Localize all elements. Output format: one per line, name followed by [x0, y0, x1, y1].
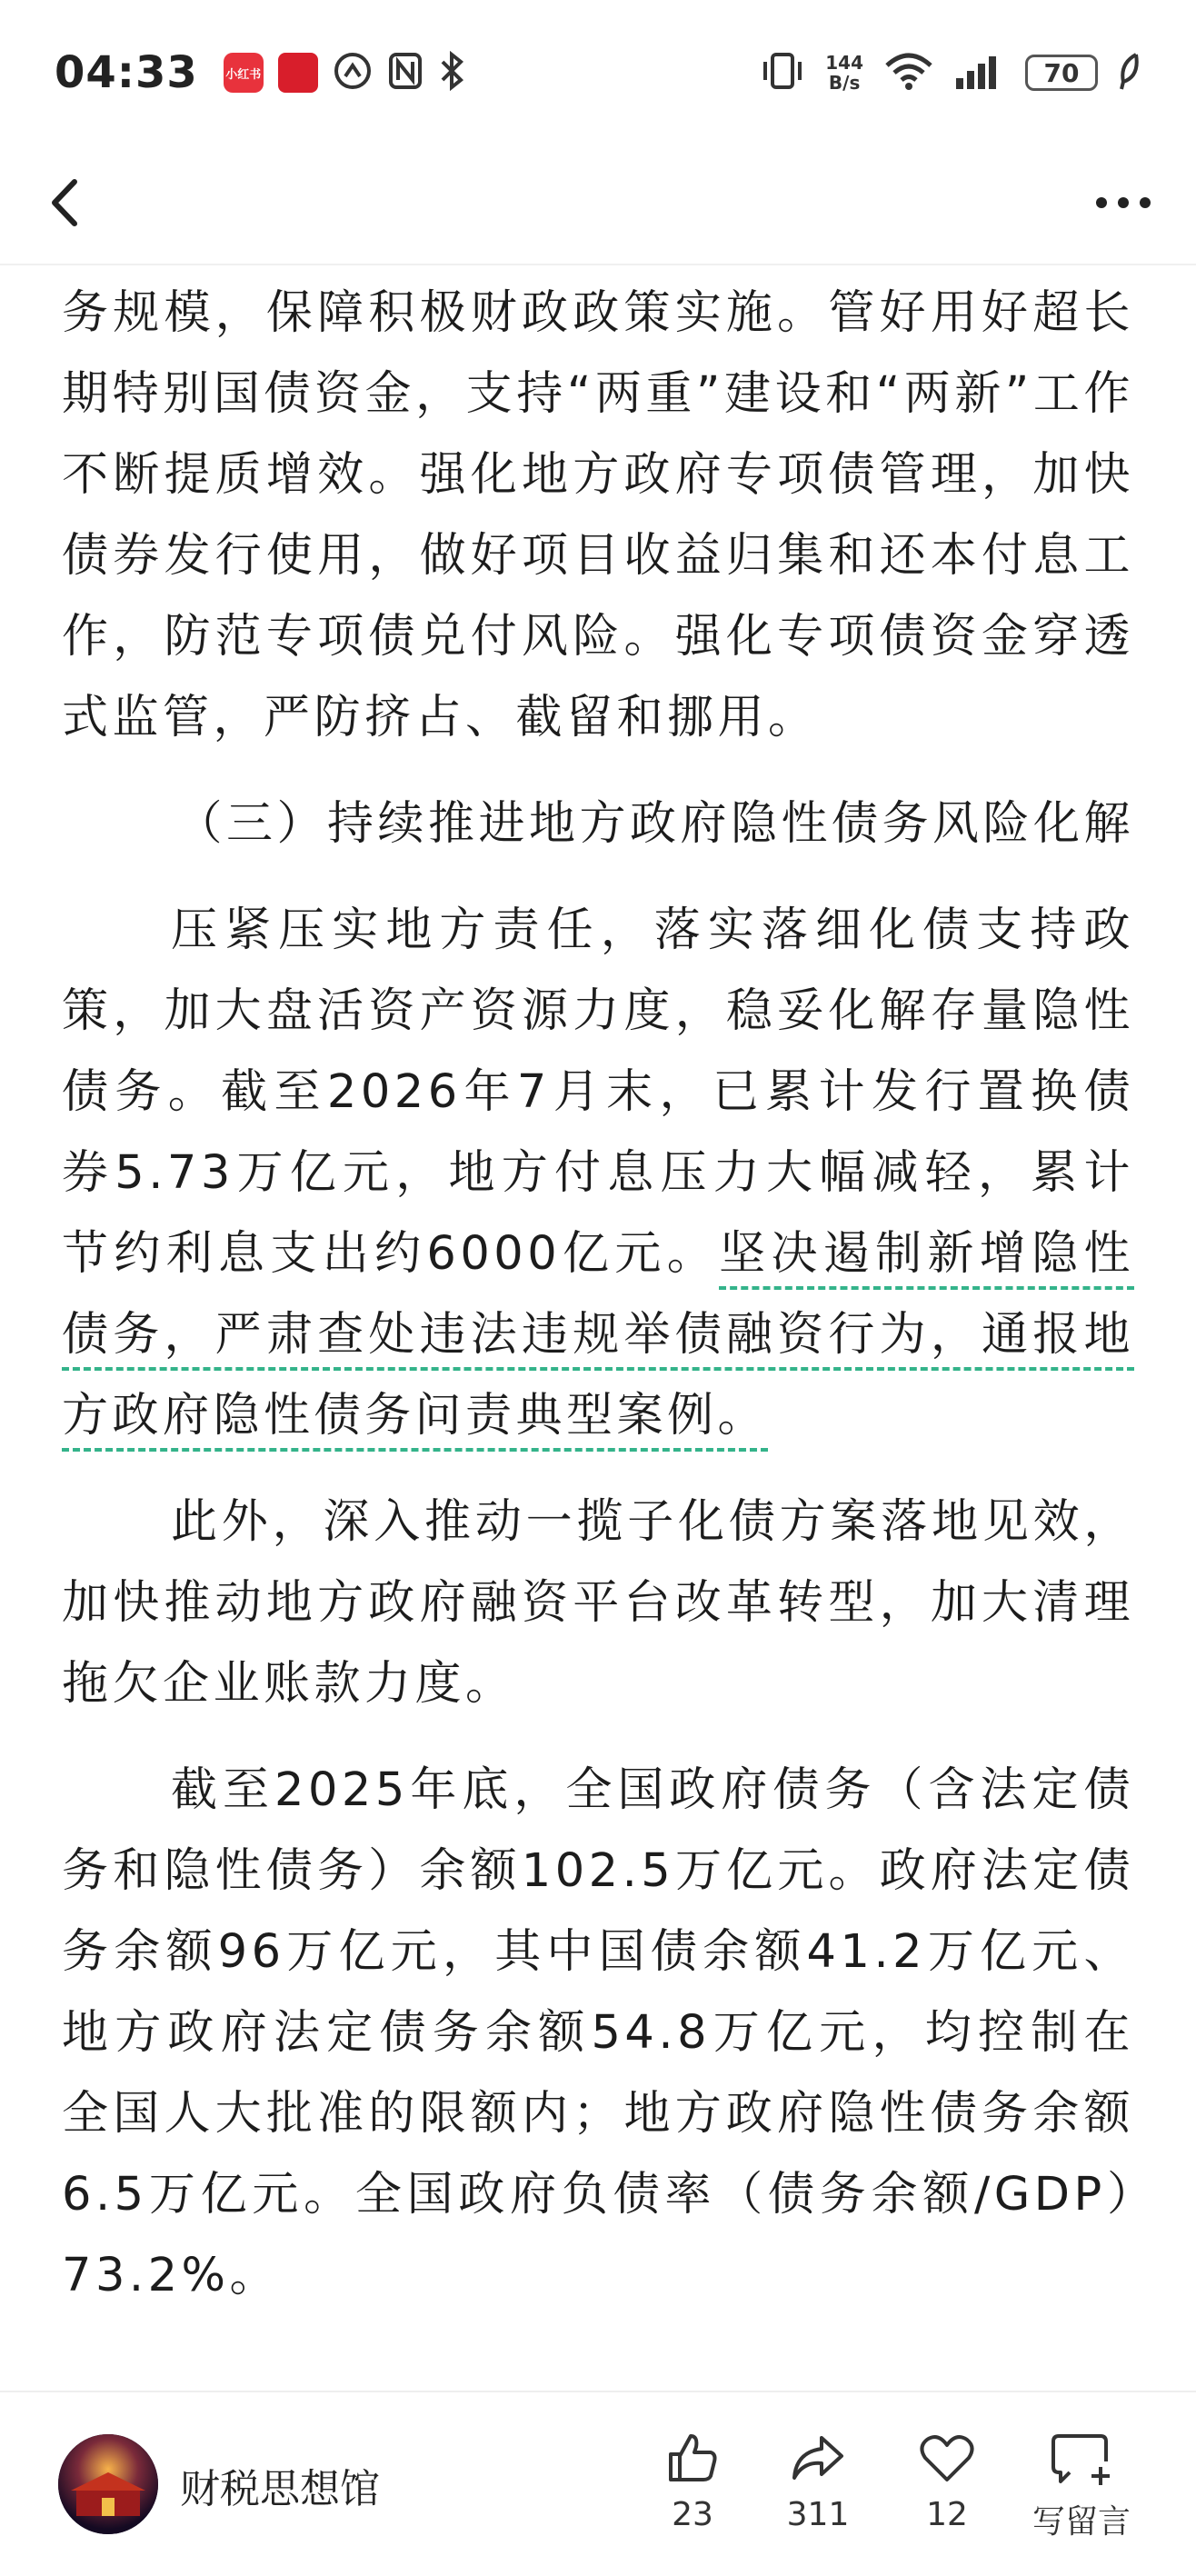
bluetooth-icon	[438, 51, 465, 95]
leaf-icon	[1118, 51, 1141, 95]
app-badge-icon: 小红书	[224, 53, 264, 93]
thumbs-up-icon	[663, 2429, 722, 2487]
network-speed-value: 144	[825, 52, 863, 74]
battery-icon: 70	[1025, 55, 1098, 91]
back-icon	[36, 171, 100, 235]
share-count: 311	[786, 2496, 850, 2533]
paragraph: 务规模，保障积极财政政策实施。管好用好超长期特别国债资金，支持“两重”建设和“两新”工作不断提质增效。强化地方政府专项债管理，加快债券发行使用，做好项目收益归集和还本付息工作，防范专项债兑付风险。强化专项债资金穿透式监管，严防挤占、截留和挪用。	[62, 286, 1134, 744]
share-icon	[789, 2429, 847, 2487]
share-button[interactable]	[768, 2429, 868, 2533]
nfc-icon	[387, 51, 424, 95]
back-button[interactable]	[36, 171, 100, 235]
paragraph: 截至2025年底，全国政府债务（含法定债务和隐性债务）余额102.5万亿元。政府法定债务余额96万亿元，其中国债余额41.2万亿元、地方政府法定债务余额54.8万亿元，均控制在全国人大批准的限额内；地方政府隐性债务余额6.5万亿元。全国政府负债率（债务余额/GDP）73.2%。	[62, 1763, 1134, 2302]
section-heading: （三）持续推进地方政府隐性债务风险化解	[175, 797, 1134, 851]
article-body	[62, 273, 1134, 2341]
add-comment-icon	[1050, 2429, 1113, 2487]
vibrate-icon	[760, 51, 805, 95]
signal-icon	[954, 51, 1005, 95]
speed-app-icon	[333, 51, 373, 95]
favorite-button[interactable]	[897, 2429, 997, 2533]
heart-icon	[918, 2429, 976, 2487]
highlighted-text[interactable]: 坚决遏制新增隐性债务，严肃查处违法违规举债融资行为，通报地方政府隐性债务问责典型案例。	[62, 1227, 1134, 1452]
like-count: 23	[672, 2496, 713, 2533]
red-app-icon	[278, 53, 318, 93]
status-bar	[0, 0, 1196, 145]
clock: 04:33	[55, 47, 198, 98]
network-speed	[825, 53, 863, 93]
paragraph	[62, 890, 1134, 1456]
like-button[interactable]	[643, 2429, 743, 2533]
more-button[interactable]	[1087, 171, 1160, 235]
author-avatar[interactable]	[58, 2434, 158, 2534]
comment-button[interactable]	[1027, 2429, 1136, 2542]
favorite-count: 12	[926, 2496, 968, 2533]
bottom-action-bar	[0, 2391, 1196, 2576]
network-speed-unit: B/s	[828, 72, 861, 94]
wifi-icon	[883, 51, 934, 95]
author-name[interactable]: 财税思想馆	[180, 2466, 380, 2512]
paragraph-text: 压紧压实地方责任，落实落细化债支持政策，加大盘活资产资源力度，稳妥化解存量隐性债务。截至2026年7月末，已累计发行置换债券5.73万亿元，地方付息压力大幅减轻，累计节约利息支出约6000亿元。	[62, 904, 1134, 1281]
comment-label: 写留言	[1032, 2503, 1131, 2541]
paragraph: 此外，深入推动一揽子化债方案落地见效，加快推动地方政府融资平台改革转型，加大清理拖欠企业账款力度。	[62, 1495, 1134, 1711]
more-icon	[1087, 171, 1160, 235]
top-nav-bar	[0, 145, 1196, 265]
